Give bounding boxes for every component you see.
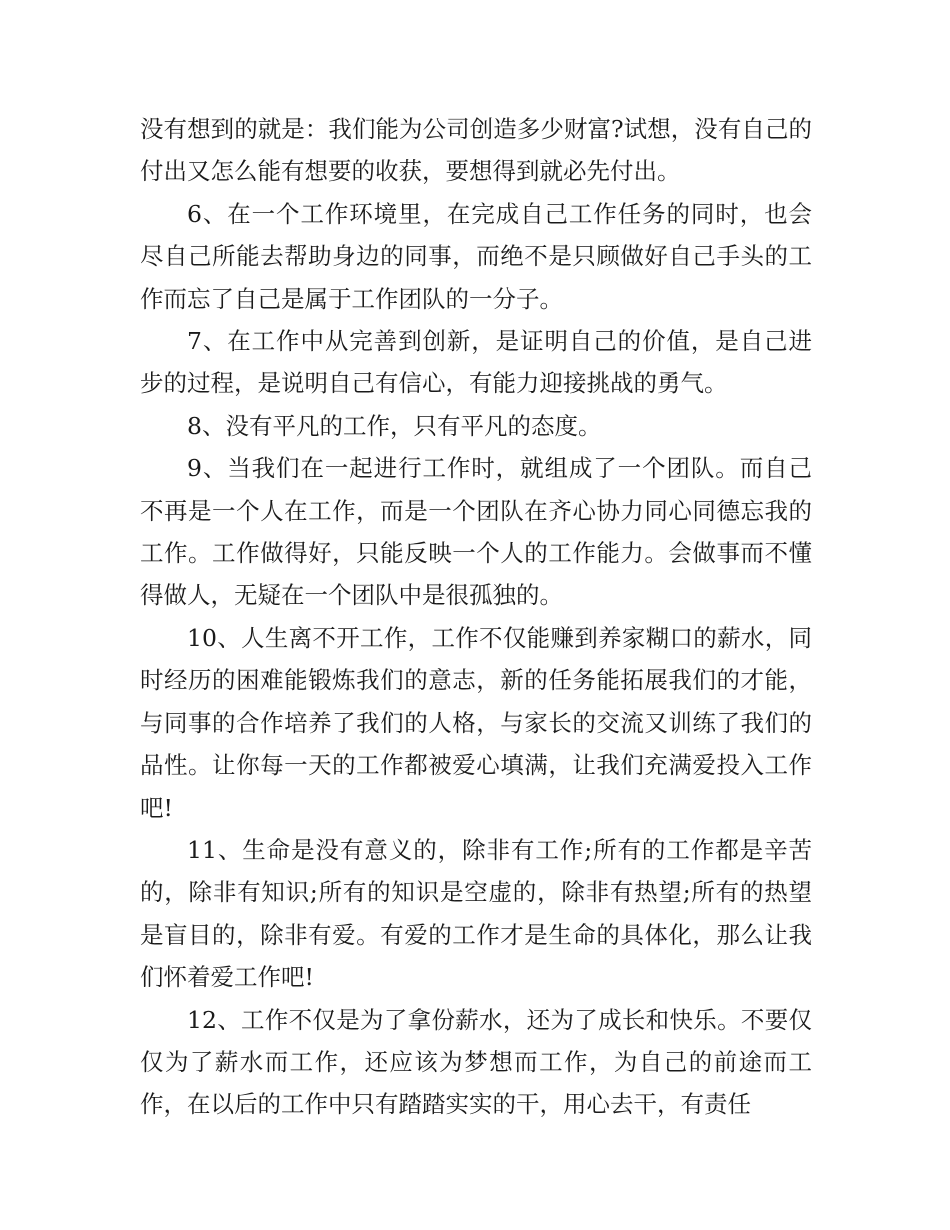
paragraph-item-7: 7、在工作中从完善到创新，是证明自己的价值，是自己进步的过程，是说明自己有信心，有能力迎接挑战的勇气。 — [140, 327, 812, 398]
paragraph-item-9: 9、当我们在一起进行工作时，就组成了一个团队。而自己不再是一个人在工作，而是一个团队在齐心协力同心同德忘我的工作。工作做得好，只能反映一个人的工作能力。会做事而不懂得做人，无疑在一个团队中是很孤独的。 — [140, 454, 812, 610]
paragraph-item-8: 8、没有平凡的工作，只有平凡的态度。 — [187, 411, 602, 440]
paragraph-item-6: 6、在一个工作环境里，在完成自己工作任务的同时，也会尽自己所能去帮助身边的同事，而绝不是只顾做好自己手头的工作而忘了自己是属于工作团队的一分子。 — [140, 199, 812, 313]
document-body — [140, 108, 812, 1126]
paragraph-item-11: 11、生命是没有意义的，除非有工作;所有的工作都是辛苦的，除非有知识;所有的知识是空虚的，除非有热望;所有的热望是盲目的，除非有爱。有爱的工作才是生命的具体化，那么让我们怀着爱工作吧! — [140, 835, 812, 992]
paragraph-item-10: 10、人生离不开工作，工作不仅能赚到养家糊口的薪水，同时经历的困难能锻炼我们的意志，新的任务能拓展我们的才能，与同事的合作培养了我们的人格，与家长的交流又训练了我们的品性。让你每一天的工作都被爱心填满，让我们充满爱投入工作吧! — [140, 623, 812, 822]
paragraph-continuation: 没有想到的就是：我们能为公司创造多少财富?试想，没有自己的付出又怎么能有想要的收获，要想得到就必先付出。 — [140, 115, 812, 186]
paragraph-item-12: 12、工作不仅是为了拿份薪水，还为了成长和快乐。不要仅仅为了薪水而工作，还应该为梦想而工作，为自己的前途而工作，在以后的工作中只有踏踏实实的干，用心去干，有责任 — [140, 1005, 812, 1119]
